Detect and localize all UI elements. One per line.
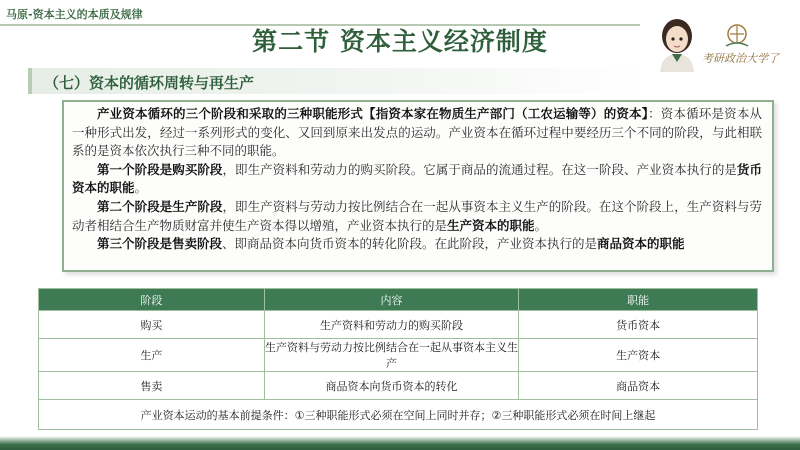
capital-stage-table [38,288,758,430]
cell-function: 商品资本 [519,372,758,400]
p3-bold2: 生产资本的职能 [447,217,535,233]
table-row [39,372,758,400]
header-stage: 阶段 [39,289,265,311]
cell-function: 货币资本 [519,311,758,339]
section-title: （七）资本的循环周转与再生产 [44,74,255,92]
header-content: 内容 [264,289,519,311]
table-row [39,339,758,372]
p2-bold: 第一个阶段是购买阶段 [97,161,223,177]
p4-bold: 第三个阶段是售卖阶段 [97,236,223,252]
paragraph-4 [72,235,762,254]
brand-text: 考研政治大学了 [702,52,779,65]
teacher-avatar [654,14,700,72]
page-title: 第二节 资本主义经济制度 [252,27,548,56]
cell-content: 生产资料与劳动力按比例结合在一起从事资本主义生产 [264,339,519,372]
cell-function: 生产资本 [519,339,758,372]
cell-stage: 售卖 [39,372,265,400]
bottom-band [0,436,800,450]
p1-text: ：资本循环是资本从一种形式出发，经过一系列形式的变化、又回到原来出发点的运动。产业资本在循环过程中要经历三个不同的阶段，与此相联系的是资本依次执行三种不同的职能。 [72,106,762,159]
cell-stage: 购买 [39,311,265,339]
cell-content: 生产资料和劳动力的购买阶段 [264,311,519,339]
p3-bold: 第二个阶段是生产阶段 [97,198,223,214]
paragraph-2 [72,161,762,198]
table-header-row [39,289,758,311]
p2-text: ，即生产资料和劳动力的购买阶段。它属于商品的流通过程。在这一阶段、产业资本执行的是 [222,161,737,177]
p3-text: ，即生产资料与劳动力按比例结合在一起从事资本主义生产的阶段。在这个阶段上，生产资料与劳动者相结合生产物质财富并使生产资本得以增殖，产业资本执行的是 [72,198,762,233]
cell-stage: 生产 [39,339,265,372]
p1-bold: 产业资本循环的三个阶段和采取的三种职能形式【指资本家在物质生产部门（工农运输等）的资本】 [97,106,649,121]
p2-end: 。 [134,180,148,196]
course-label: 马原-资本主义的本质及规律 [6,8,143,21]
table-footer: 产业资本运动的基本前提条件：①三种职能形式必须在空间上同时并存；②三种职能形式必须在时间上继起 [39,400,758,430]
table-row [39,311,758,339]
content-text [72,105,762,254]
p4-bold2: 商品资本的职能 [597,236,685,252]
header-function: 职能 [519,289,758,311]
p4-text: 、即商品资本向货币资本的转化阶段。在此阶段，产业资本执行的是 [222,236,598,252]
p2-bold2: 货币资本的职能 [72,161,762,196]
paragraph-1 [72,105,762,161]
table-footer-row [39,400,758,430]
cell-content: 商品资本向货币资本的转化 [264,372,519,400]
p3-end: 。 [534,217,548,233]
paragraph-3 [72,198,762,235]
